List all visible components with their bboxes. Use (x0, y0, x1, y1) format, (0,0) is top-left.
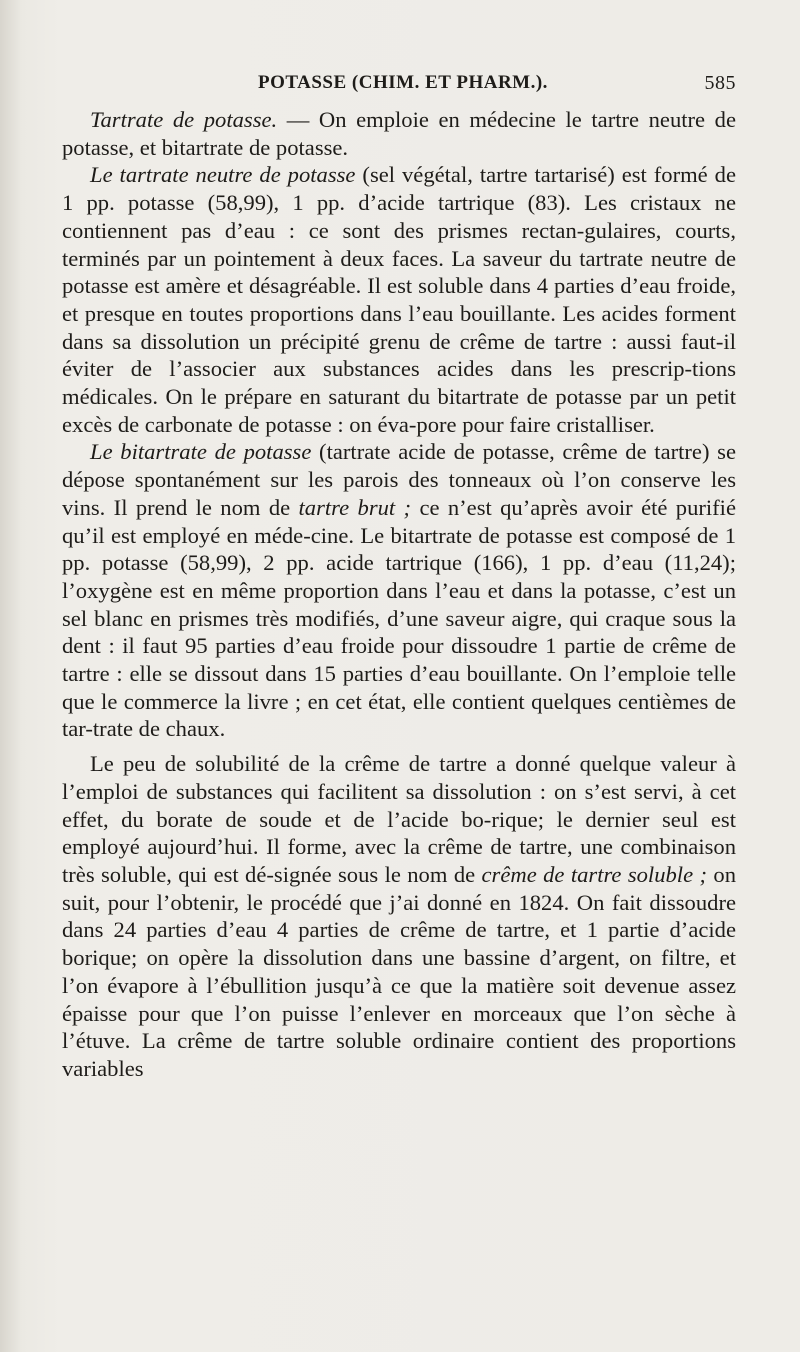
paragraph-text: Le peu de solubilité de la crême de tartre a donné quelque valeur à l’emploi de substances qui facilitent sa dissolution : on s’est servi, à cet effet, du borate de soude et de l’acide bo-rique; le dernier seul est employé aujourd’hui. Il forme, avec la crême de tartre, une combinaison très soluble, qui est dé-signée sous le nom de (62, 751, 736, 887)
paragraph-text: (tartrate acide de potasse, crême de tartre) se dépose spontanément sur les parois des tonneaux où l’on conserve les vins. Il prend le nom de (62, 439, 736, 520)
paragraph-text: (sel végétal, tartre tartarisé) est formé de 1 pp. potasse (58,99), 1 pp. d’acide tartrique (83). Les cristaux ne contiennent pas d’eau : ce sont des prismes rectan-gulaires, courts, terminés par un pointement à deux faces. La saveur du tartrate neutre de potasse est amère et désagréable. Il est soluble dans 4 parties d’eau froide, et presque en toutes proportions dans l’eau bouillante. Les acides forment dans sa dissolution un précipité grenu de crême de tartre : aussi faut-il éviter de l’associer aux substances acides dans les prescrip-tions médicales. On le prépare en saturant du bitartrate de potasse par un petit excès de carbonate de potasse : on éva-pore pour faire cristalliser. (62, 162, 736, 437)
section-heading: Tartrate de potasse. (90, 107, 278, 132)
paragraph-text: — On emploie en médecine le tartre neutre de potasse, et bitartrate de potasse. (62, 107, 736, 160)
italic-term: tartre brut ; (298, 494, 412, 520)
subsection-heading: Le tartrate neutre de potasse (90, 162, 356, 188)
running-title: POTASSE (CHIM. ET PHARM.). (258, 72, 548, 93)
italic-term: crême de tartre soluble ; (481, 861, 708, 887)
paragraph-text: ce n’est qu’après avoir été purifié qu’il est employé en méde-cine. Le bitartrate de potasse est composé de 1 pp. potasse (58,99), 2 pp. acide tartrique (166), 1 pp. d’eau (11,24); l’oxygène est en même proportion dans l’eau et dans la potasse, c’est un sel blanc en prismes très modifiés, d’une saveur aigre, qui craque sous la dent : il faut 95 parties d’eau froide pour dissoudre 1 partie de crême de tartre : elle se dissout dans 15 parties d’eau bouillante. On l’emploie telle que le commerce la livre ; en cet état, elle contient quelques centièmes de tar-trate de chaux. (62, 494, 736, 742)
paragraph-tartrate-neutre (62, 161, 736, 438)
paragraph-solubilite (62, 750, 736, 1082)
page-header (60, 70, 736, 100)
paragraph-text: on suit, pour l’obtenir, le procédé que j’ai donné en 1824. On fait dissoudre dans 24 parties d’eau 4 parties de crême de tartre, et 1 partie d’acide borique; on opère la dissolution dans une bassine d’argent, on filtre, et l’on évapore à l’ébullition jusqu’à ce que la matière soit devenue assez épaisse pour que l’on puisse l’enlever en morceaux que l’on sèche à l’étuve. La crême de tartre soluble ordinaire contient des proportions variables (62, 861, 736, 1081)
paragraph-bitartrate (62, 438, 736, 743)
page-number: 585 (704, 72, 736, 94)
paragraph-tartrate-de-potasse (62, 106, 736, 161)
subsection-heading: Le bitartrate de potasse (90, 439, 312, 465)
body-text (62, 106, 736, 1083)
